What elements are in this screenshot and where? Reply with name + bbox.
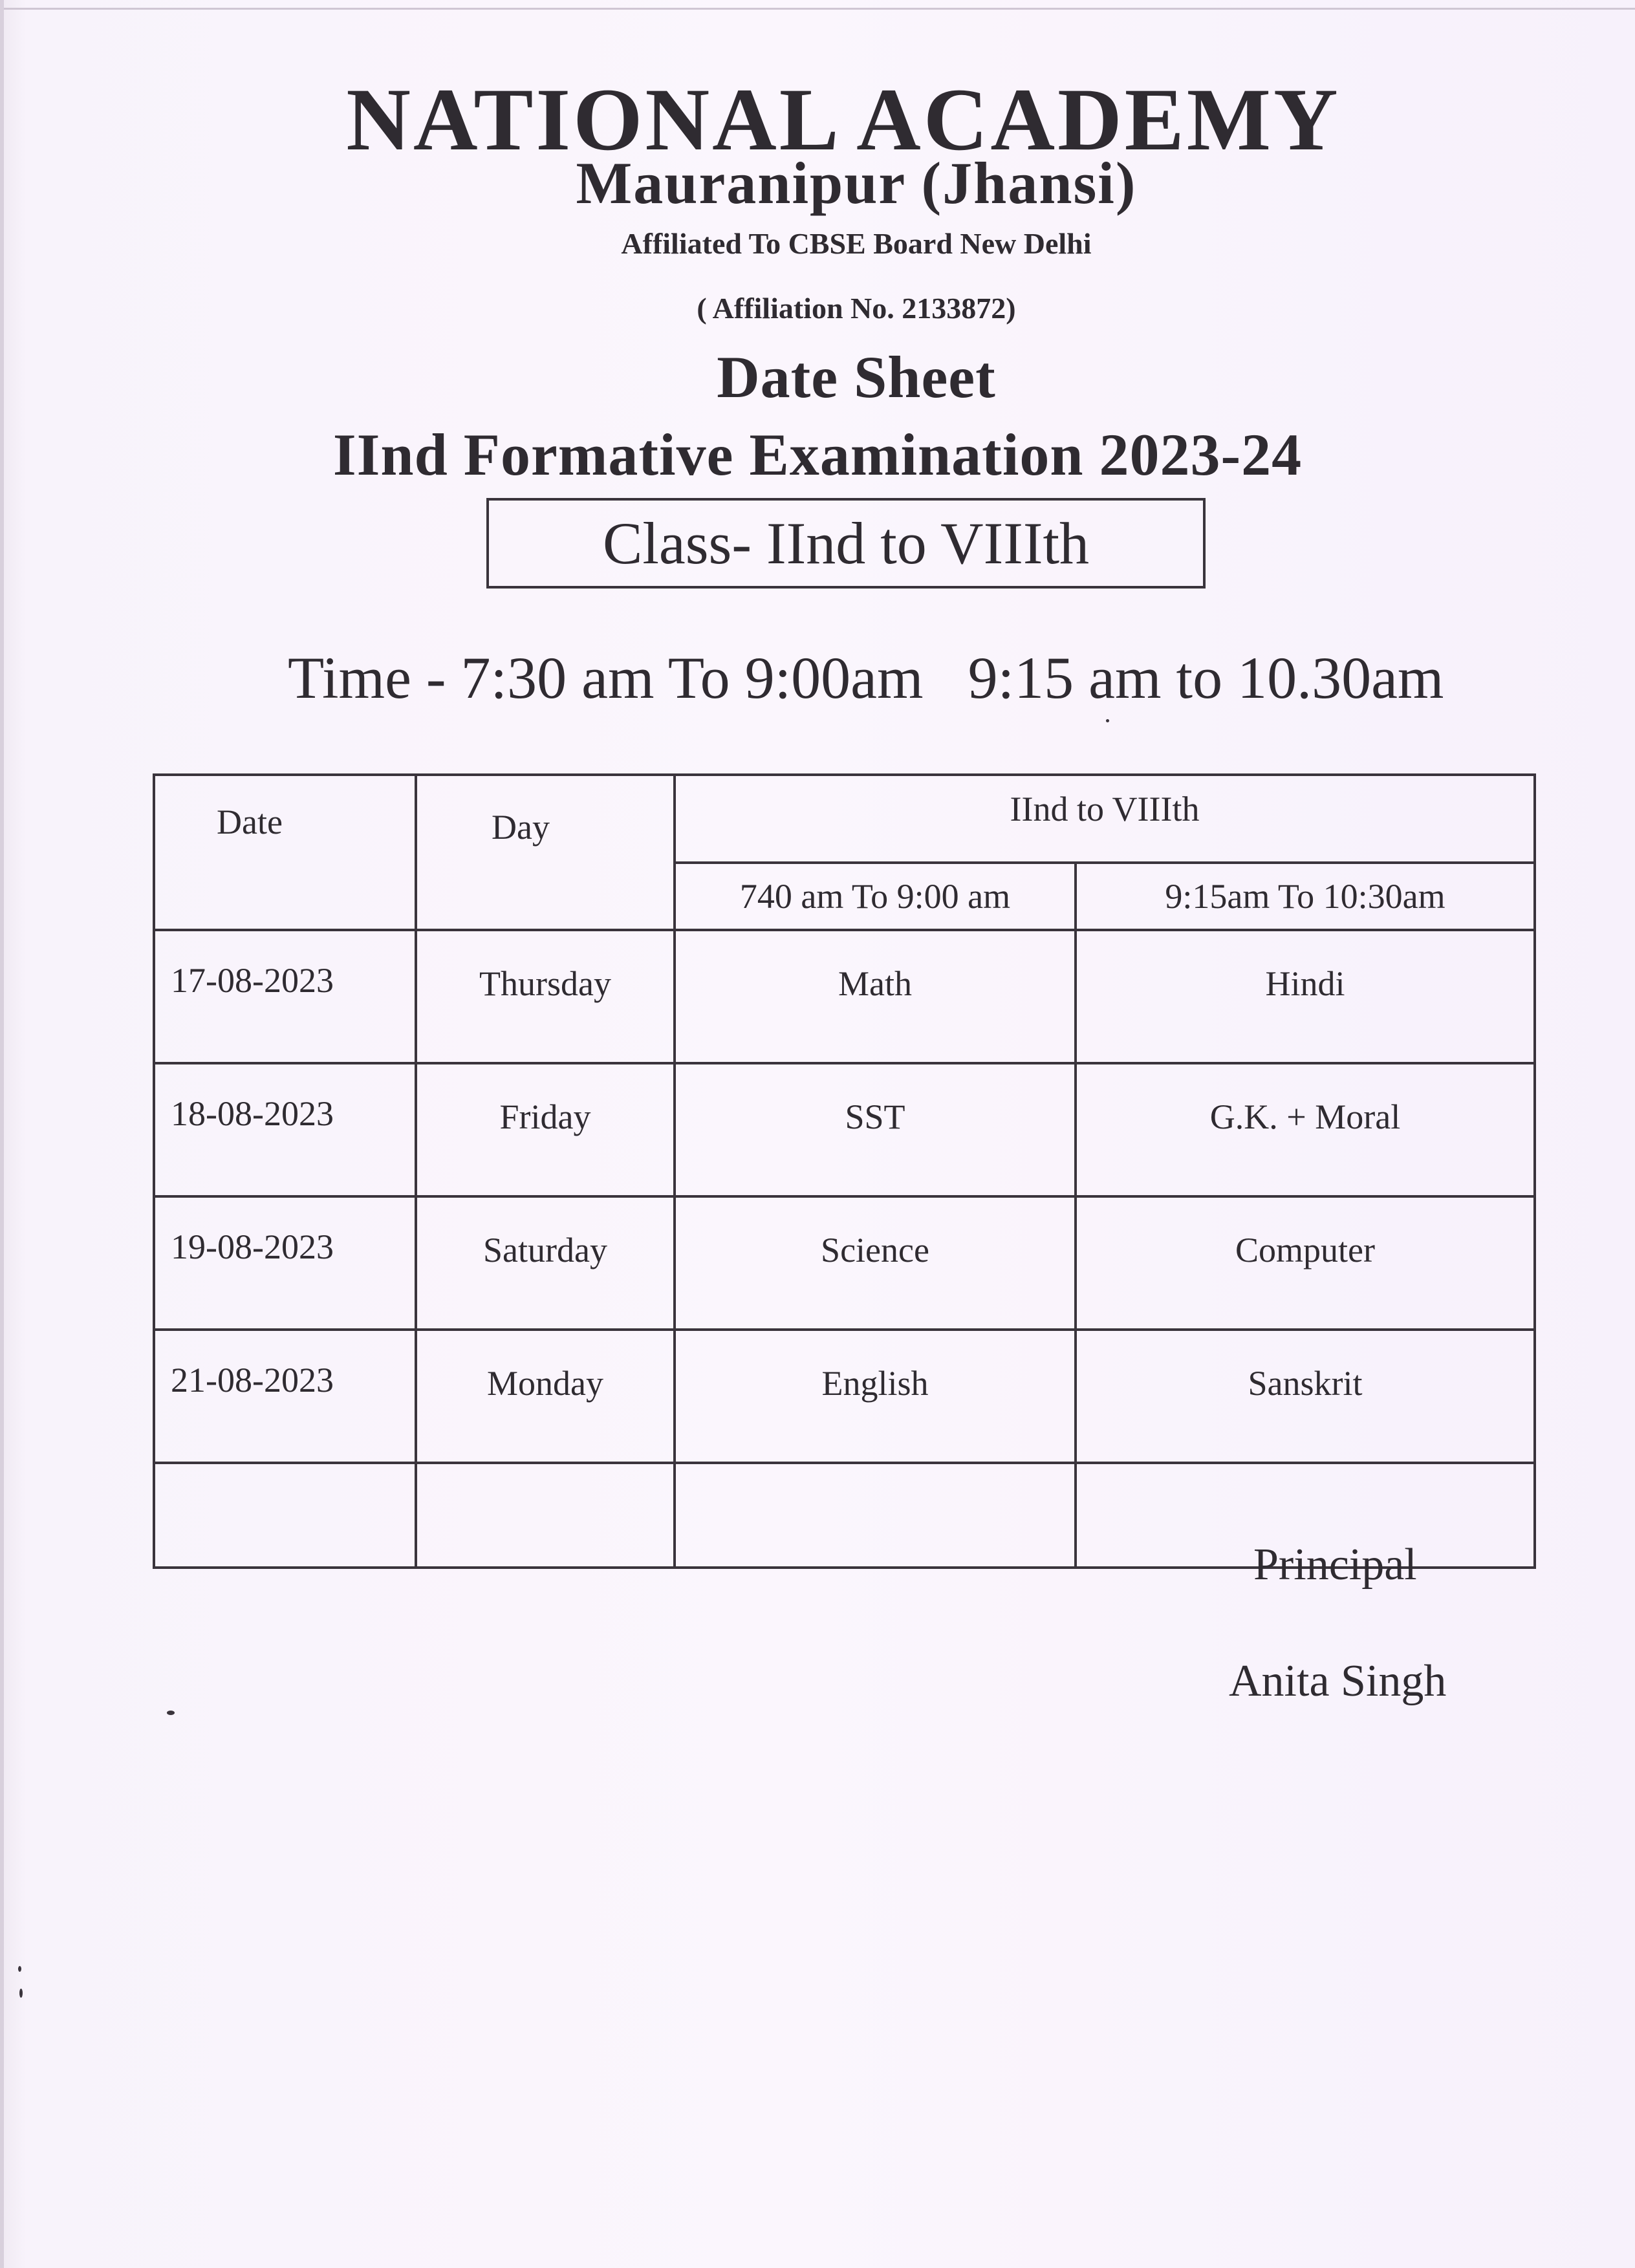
cell-date: 21-08-2023 bbox=[154, 1330, 416, 1463]
table-row bbox=[154, 1330, 1535, 1463]
header-day: Day bbox=[416, 775, 675, 930]
cell-subject-slot-1: Science bbox=[675, 1196, 1076, 1330]
scan-speck bbox=[167, 1711, 175, 1715]
header-class-group: IInd to VIIIth bbox=[675, 775, 1535, 863]
cell-subject-slot-1: Math bbox=[675, 930, 1076, 1063]
cell-day: Monday bbox=[416, 1330, 675, 1463]
header-slot-2: 9:15am To 10:30am bbox=[1076, 863, 1535, 930]
cell-subject-slot-2: G.K. + Moral bbox=[1076, 1063, 1535, 1196]
exam-timing: Time - 7:30 am To 9:00am 9:15 am to 10.30am bbox=[288, 645, 1444, 711]
cell-empty bbox=[675, 1463, 1076, 1568]
cell-empty bbox=[154, 1463, 416, 1568]
left-edge-shadow bbox=[0, 0, 4, 2268]
table-row bbox=[154, 1063, 1535, 1196]
cell-subject-slot-1: SST bbox=[675, 1063, 1076, 1196]
cell-subject-slot-2: Sanskrit bbox=[1076, 1330, 1535, 1463]
cell-day: Friday bbox=[416, 1063, 675, 1196]
date-sheet-table bbox=[153, 773, 1536, 1569]
table-row bbox=[154, 1196, 1535, 1330]
top-edge-rule bbox=[0, 8, 1635, 10]
school-location: Mauranipur (Jhansi) bbox=[576, 150, 1137, 216]
cell-empty bbox=[416, 1463, 675, 1568]
scan-speck bbox=[1106, 719, 1109, 722]
scan-speck bbox=[19, 1989, 23, 1998]
cell-subject-slot-2: Computer bbox=[1076, 1196, 1535, 1330]
table-header-row bbox=[154, 775, 1535, 863]
cell-date: 18-08-2023 bbox=[154, 1063, 416, 1196]
table-row bbox=[154, 930, 1535, 1063]
affiliation-statement: Affiliated To CBSE Board New Delhi bbox=[621, 227, 1092, 260]
school-name: NATIONAL ACADEMY bbox=[346, 70, 1341, 169]
class-label-box: Class- IInd to VIIIth bbox=[486, 498, 1206, 589]
cell-date: 17-08-2023 bbox=[154, 930, 416, 1063]
signatory-name: Anita Singh bbox=[1229, 1656, 1447, 1706]
header-slot-1: 740 am To 9:00 am bbox=[675, 863, 1076, 930]
document-title: Date Sheet bbox=[717, 344, 996, 410]
affiliation-number: ( Affiliation No. 2133872) bbox=[697, 292, 1016, 325]
cell-date: 19-08-2023 bbox=[154, 1196, 416, 1330]
cell-subject-slot-2: Hindi bbox=[1076, 930, 1535, 1063]
cell-day: Saturday bbox=[416, 1196, 675, 1330]
scan-speck bbox=[18, 1966, 21, 1972]
cell-day: Thursday bbox=[416, 930, 675, 1063]
signatory-designation: Principal bbox=[1253, 1540, 1417, 1590]
cell-subject-slot-1: English bbox=[675, 1330, 1076, 1463]
header-date: Date bbox=[154, 775, 416, 930]
exam-title: IInd Formative Examination 2023-24 bbox=[332, 422, 1303, 488]
